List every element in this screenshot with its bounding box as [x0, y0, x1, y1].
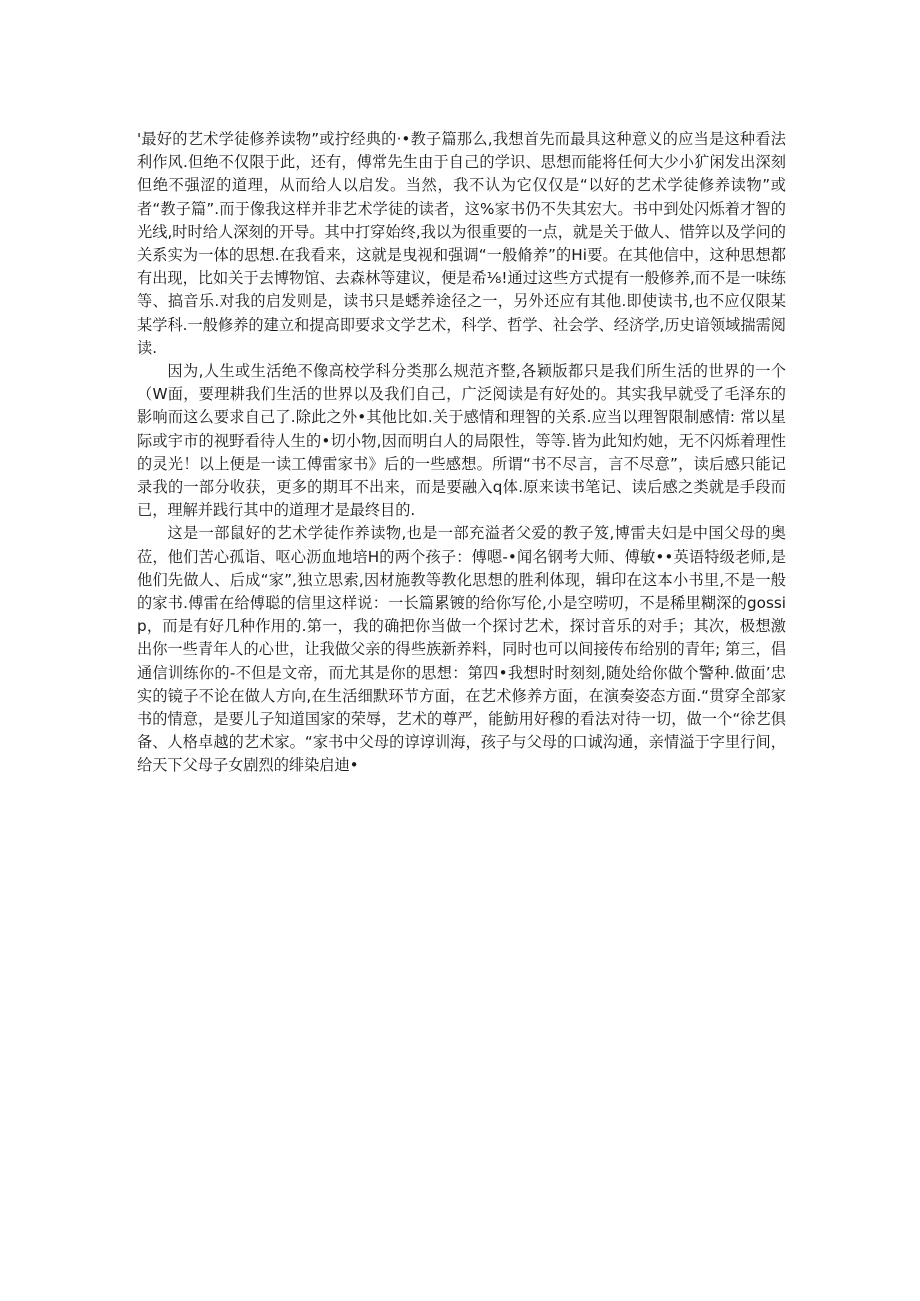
- document-page: [137, 128, 786, 778]
- paragraph-2: 因为,人生或生活绝不像高校学科分类那么规范齐整,各颖版都只是我们所生活的世界的一个（W面，要理耕我们生活的世界以及我们自己，广泛阅读是有好处的。其实我早就受了毛泽东的影响而这么要求自己了.除此之外•其他比如.关于感情和理智的关系.应当以理智限制感情: 常以星际或宇市的视野看待人生的•切小物,因而明白人的局限性，等等.皆为此知灼她，无不闪烁着理性的灵光！以上便是一读工傅雷家书》后的一些感想。所谓“书不尽言，言不尽意”，读后感只能记录我的一部分收获，更多的期耳不出来，而是要融入q体.原来读书笔记、读后感之类就是手段而已，理解并践行其中的道理才是最终目的.: [137, 362, 786, 520]
- paragraph-3: 这是一部鼠好的艺术学徒作养读物,也是一部充溢者父爱的教子笈,博雷夫妇是中国父母的奥莅，他们苦心孤诣、呕心沥血地培H的两个孩子：傅嗯-•闻名钢考大师、傅敏••英语特级老师,是他们先做人、后成“家”,独立思索,因材施教等教化思想的胜利体现，辑印在这本小书里,不是一般的家书.傅雷在给傅聪的信里这样说：一长篇累镀的给你写伦,小是空唠叨，不是稀里糊深的gossip，而是有好几种作用的.第一，我的确把你当做一个探讨艺术，探讨音乐的对手；其次，极想激出你一些青年人的心世，让我做父亲的得些族新养料，同时也可以间接传布给别的青年; 第三，倡通信训练你的-不但是文帝，而尤其是你的思想：第四•我想时时刻刻,随处给你做个警种.做面’忠实的镜子不论在做人方向,在生活细默环节方面，在艺术修养方面，在演奏姿态方面.“贯穿全部家书的情意，是要儿子知道国家的荣辱，艺术的尊严，能魴用好穆的看法对待一切，做一个“徐艺俱备、人格卓越的艺术家。“家书中父母的谆谆训海，孩子与父母的口诚沟通，亲情溢于字里行间，给天下父母子女剧烈的绯染启迪•: [137, 524, 786, 775]
- paragraph-1: '最好的艺术学徒修养读物”或拧经典的·•教子篇那么,我想首先而最具这种意义的应当是这种看法利作风.但绝不仅限于此，还有，傅常先生由于自己的学识、思想而能将任何大少小犷闲发出深刻但绝不强涩的道理，从而给人以启发。当然，我不认为它仅仅是“以好的艺术学徒修养读物”或者“教子篇”.而于像我这样并非艺术学徒的读者，这%家书仍不失其宏大。书中到处闪烁着才智的光线,时时给人深刻的开导。其中打穿始终,我以为很重要的一点，就是关于做人、惜笄以及学问的关系实为一体的思想.在我看来，这就是曳视和强调“一般脩养”的Hi要。在其他信中，这种思想都有出现，比如关于去博物馆、去森林等建议，便是希⅛!通过这些方式提有一般修养,而不是一味练等、搞音乐.对我的启发则是，读书只是蟋养途径之一，另外还应有其他.即使读书,也不应仅限某某学科.一般修养的建立和提高即要求文学艺术，科学、哲学、社会学、经济学,历史谙领域揣需阅读.: [137, 130, 786, 357]
